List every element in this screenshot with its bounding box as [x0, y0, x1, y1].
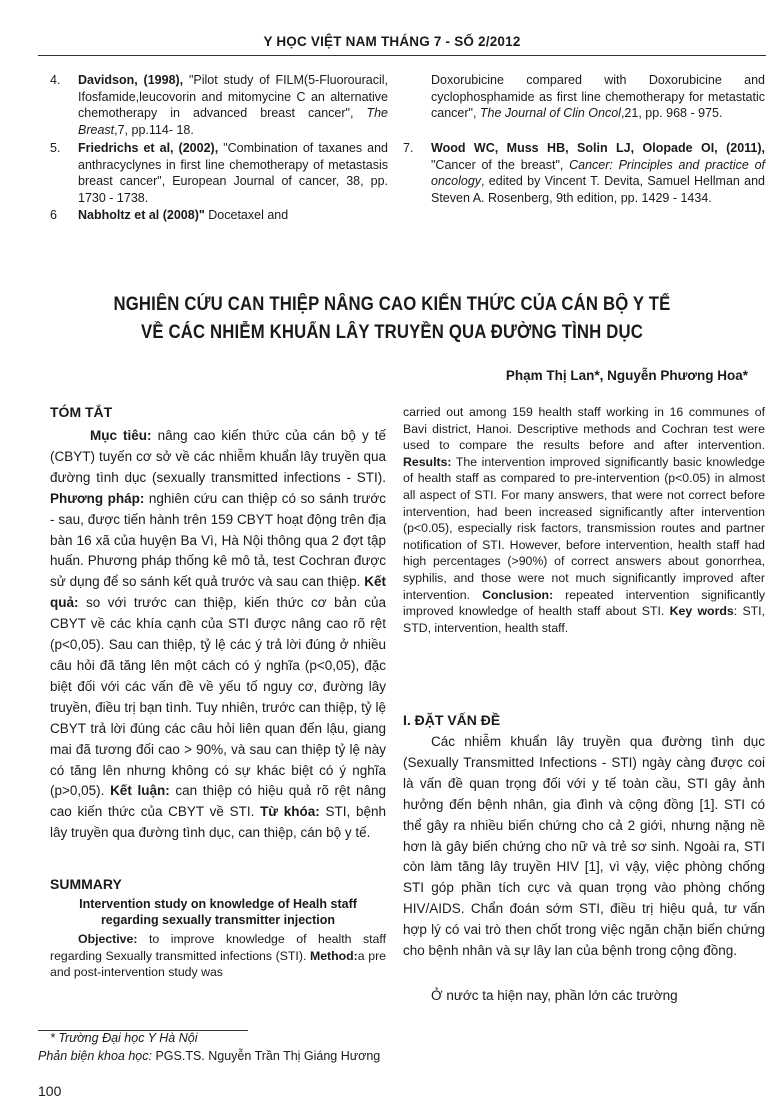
introduction-paragraph-1: Các nhiễm khuẩn lây truyền qua đường tình dục (Sexually Transmitted Infections - STI) ngày càng được coi là vấn đề quan trọng đối với y tế toàn cầu, STI gây ảnh hưởng đến bệnh nhân, gia đình và cộng đồng [1]. STI có thể gây ra nhiều biến chứng cho cả 2 giới, nhưng nặng nề hơn là gây biến chứng cho nữ và trẻ sơ sinh. Ngoài ra, STI còn làm tăng lây truyền HIV [1], vì vậy, việc phòng chống STI góp phần tích cực và quan trọng vào phòng chống HIV/AIDS. Chẩn đoán sớm STI, điều trị hiệu quả, tư vấn hợp lý có vai trò then chốt trong việc ngăn chặn biến chứng cho bệnh nhân và sự lây lan của bệnh trong cộng đồng. [403, 734, 765, 959]
page-number: 100 [38, 1083, 62, 1099]
reference-6-continued: Doxorubicine compared with Doxorubicine and cyclophosphamide as first line chemotherapy for metastatic cancer", The Journal of Clin Oncol,21, pp. 968 - 975. [431, 73, 765, 120]
footnote-reviewer: Phản biện khoa học: PGS.TS. Nguyễn Trần Thị Giáng Hương [38, 1049, 381, 1063]
footnote-affiliation: * Trường Đại học Y Hà Nội [50, 1031, 198, 1045]
method-text-start: a pre and post-intervention study was [50, 948, 386, 980]
reference-4: 4. Davidson, (1998), "Pilot study of FILM(5-Fluorouracil, Ifosfamide,leucovorin and mitomycine C an alternative chemotherapy in advanced breast cancer", The Breast,7, pp.114- 18. [50, 73, 388, 137]
authors: Phạm Thị Lan*, Nguyễn Phương Hoa* [505, 368, 748, 383]
abstract-vi-body: Mục tiêu: nâng cao kiến thức của cán bộ y tế (CBYT) tuyến cơ sở về các nhiễm khuẩn lây truyền qua đường tình dục (sexually transmitted infections - STI). Phương pháp: nghiên cứu can thiệp có so sánh trước - sau, được tiến hành trên 159 CBYT hoạt động trên địa bàn 16 xã của huyện Ba Vì, Hà Nội thông qua 2 đợt tập huấn. Phương pháp thống kê mô tả, test Cochran được sử dụng để so sánh kết quả trước và sau can thiệp. Kết quả: so với trước can thiệp, kiến thức cơ bản của CBYT về các khía cạnh của STI được nâng cao rõ rệt (p<0,05). Sau can thiệp, tỷ lệ các ý trả lời đúng ở nhiều câu hỏi đã tăng lên một cách có ý nghĩa (p<0,05), đặc biệt đối với các vấn đề về yếu tố nguy cơ, đường lây truyền, điều trị bạn tình. Tuy nhiên, trước can thiệp, tỷ lệ CBYT trả lời đúng các câu hỏi liên quan đến lậu, giang mai đã tương đối cao > 90%, và sau can thiệp tỷ lệ này có tăng lên nhưng không có sự khác biệt có ý nghĩa (p>0,05). Kết luận: can thiệp có hiệu quả rõ rệt nâng cao kiến thức của CBYT về STI. Từ khóa: STI, bệnh lây truyền qua đường tình dục, can thiệp, cán bộ y tế. [50, 428, 386, 841]
abstract-en-body-right: carried out among 159 health staff working in 16 communes of Bavi district, Hanoi. Descriptive methods and Cochran test were used to compare the results before and after intervention. Results: The intervention improved significantly basic knowledge of health staff as compared to pre-intervention (p<0.05) in almost all aspect of STI. For many answers, that were not correct before intervention, had been increased significantly after intervention (p<0.05), especially risk factors, transmission routes and partner notification of STI. However, before intervention, health staff had high percentages (>90%) of correct answers about gonorrhea, syphilis, and those were not much significantly improved after intervention. Conclusion: repeated intervention significantly improved knowledge of health staff about STI. Key words: STI, STD, intervention, health staff. [403, 405, 765, 635]
reference-6: 6 Nabholtz et al (2008)" Docetaxel and [50, 208, 289, 222]
summary-title: Intervention study on knowledge of Healh staff regarding sexually transmitter injection [79, 897, 357, 927]
abstract-en-body-left: Objective: to improve knowledge of health staff regarding Sexually transmitted infections (STI). Method:a pre and post-intervention study was [50, 932, 386, 980]
reference-5: 5. Friedrichs et al, (2002), "Combination of taxanes and anthracyclynes in first line chemotherapy of metastasis breast cancer", European Journal of cancer, 38, pp. 1730 - 1738. [50, 141, 388, 205]
ref-authors: Nabholtz et al (2008)" [78, 208, 205, 222]
article-title-line1: NGHIÊN CỨU CAN THIỆP NÂNG CAO KIẾN THỨC CỦA CÁN BỘ Y TẾ [113, 294, 671, 315]
introduction-paragraph-2: Ở nước ta hiện nay, phần lớn các trường [431, 988, 678, 1003]
ref-authors: Wood WC, Muss HB, Solin LJ, Olopade OI, (2011), [431, 141, 765, 155]
abstract-en-heading: SUMMARY [50, 876, 122, 892]
ref-authors: Davidson, (1998), [78, 73, 184, 87]
article-title-line2: VỀ CÁC NHIỄM KHUẨN LÂY TRUYỀN QUA ĐƯỜNG TÌNH DỤC [141, 322, 643, 343]
ref-authors: Friedrichs et al, (2002), [78, 141, 219, 155]
abstract-vi-heading: TÓM TẮT [50, 404, 113, 420]
running-header: Y HỌC VIỆT NAM THÁNG 7 - SỐ 2/2012 [263, 34, 521, 49]
header-rule [38, 55, 766, 56]
reference-7: 7. Wood WC, Muss HB, Solin LJ, Olopade OI, (2011), "Cancer of the breast", Cancer: Principles and practice of oncology, edited by Vincent T. Devita, Samuel Hellman and Steven A. Rosenberg, 9th edition, pp. 1429 - 1434. [403, 141, 765, 205]
section-heading-introduction: I. ĐẶT VẤN ĐỀ [403, 712, 501, 728]
method-text-continued: carried out among 159 health staff working in 16 communes of Bavi district, Hanoi. Descriptive methods and Cochran test were used to compare the results before and after intervention. [403, 405, 765, 453]
